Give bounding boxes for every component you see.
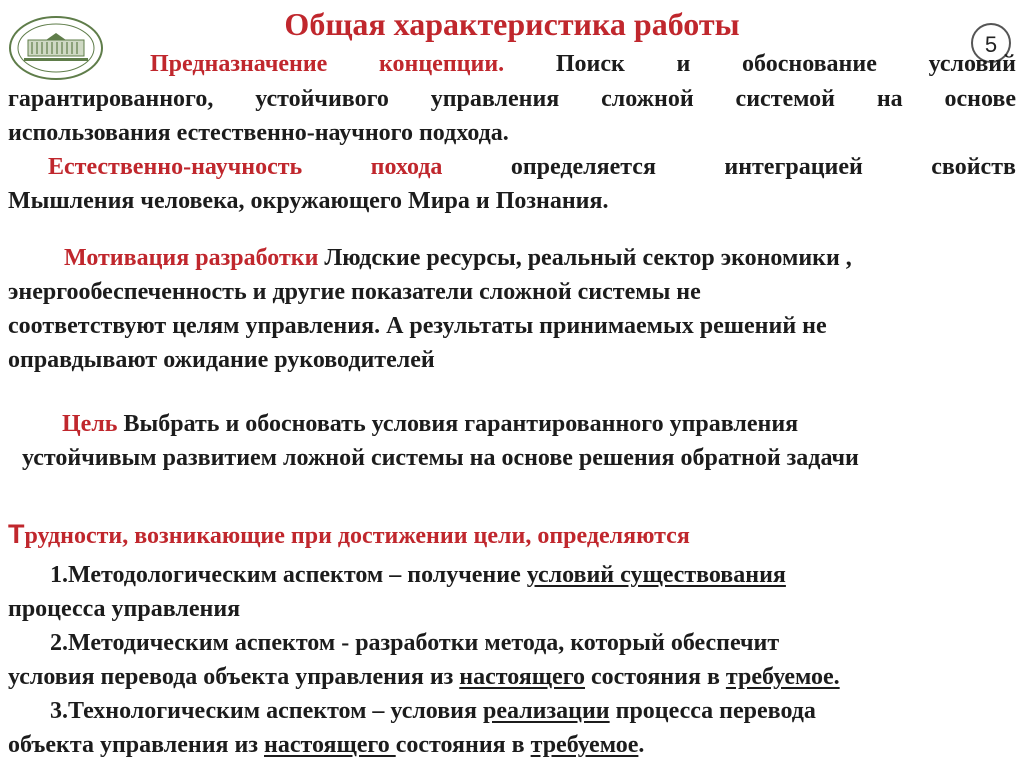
text-word: условий [928, 51, 1016, 77]
nature-line-2: Мышления человека, окружающего Мира и Познания. [8, 188, 609, 214]
item-2-text-mid: состояния в [585, 664, 726, 690]
heading-rest: рудности, возникающие при достижении цели, определяются [24, 523, 690, 549]
item-3-l2-text: объекта управления из [8, 732, 265, 758]
purpose-label-2: концепции. [379, 51, 505, 77]
motivation-line-1 [64, 243, 852, 273]
text-word: определяется [510, 154, 656, 180]
heading-first-letter: Т [8, 519, 25, 549]
item-1-text: 1.Методологическим аспектом – получение [50, 562, 527, 588]
purpose-label: Предназначение [150, 51, 328, 77]
item-3-l2-end: . [638, 732, 645, 758]
nature-line-1 [48, 152, 1016, 182]
item-3-text-post: процесса перевода [609, 698, 816, 724]
text-word: интеграцией [724, 154, 863, 180]
item-3-line-1 [50, 696, 816, 726]
motivation-text-1: Людские ресурсы, реальный сектор экономики , [324, 245, 852, 271]
text-word: и [676, 51, 691, 77]
item-3-l2-underlined-2: требуемое [530, 732, 639, 758]
motivation-label: Мотивация разработки [64, 245, 319, 271]
motivation-line-2: энергообеспеченность и другие показатели сложной системы не [8, 279, 701, 305]
item-2-underlined-2: требуемое. [725, 664, 840, 690]
item-2-line-1: 2.Методическим аспектом - разработки метода, который обеспечит [50, 630, 780, 656]
item-2-line-2 [8, 662, 840, 692]
difficulties-heading [8, 519, 690, 551]
purpose-line-1 [150, 49, 1016, 79]
item-2-underlined-1: настоящего [459, 664, 585, 690]
item-3-l2-text-mid: состояния в [395, 732, 531, 758]
item-1-line-2: процесса управления [8, 596, 241, 622]
text-word: обоснование [742, 51, 877, 77]
goal-label: Цель [62, 411, 118, 437]
nature-label-2: похода [370, 154, 443, 180]
item-3-text: 3.Технологическим аспектом – условия [50, 698, 483, 724]
item-3-l2-underlined-1: настоящего [264, 732, 396, 758]
nature-label: Естественно-научность [48, 154, 303, 180]
purpose-line-2: гарантированного, устойчивого управления сложной системой на основе [8, 86, 1016, 112]
goal-text-1: Выбрать и обосновать условия гарантированного управления [123, 411, 799, 437]
purpose-line-3: использования естественно-научного подхода. [8, 120, 509, 146]
item-1-line-1 [50, 560, 786, 590]
motivation-line-4: оправдывают ожидание руководителей [8, 347, 435, 373]
goal-line-1 [62, 409, 798, 439]
item-3-line-2 [8, 730, 644, 760]
text-word: свойств [931, 154, 1016, 180]
motivation-line-3: соответствуют целям управления. А результаты принимаемых решений не [8, 313, 827, 339]
page-title: Общая характеристика работы [284, 6, 740, 42]
item-1-underlined: условий существования [526, 562, 786, 588]
item-3-underlined: реализации [482, 698, 610, 724]
goal-line-2: устойчивым развитием ложной системы на основе решения обратной задачи [22, 445, 859, 471]
text-word: Поиск [555, 51, 625, 77]
item-2-text: условия перевода объекта управления из [8, 664, 460, 690]
page-number-badge: 5 [971, 23, 1011, 63]
